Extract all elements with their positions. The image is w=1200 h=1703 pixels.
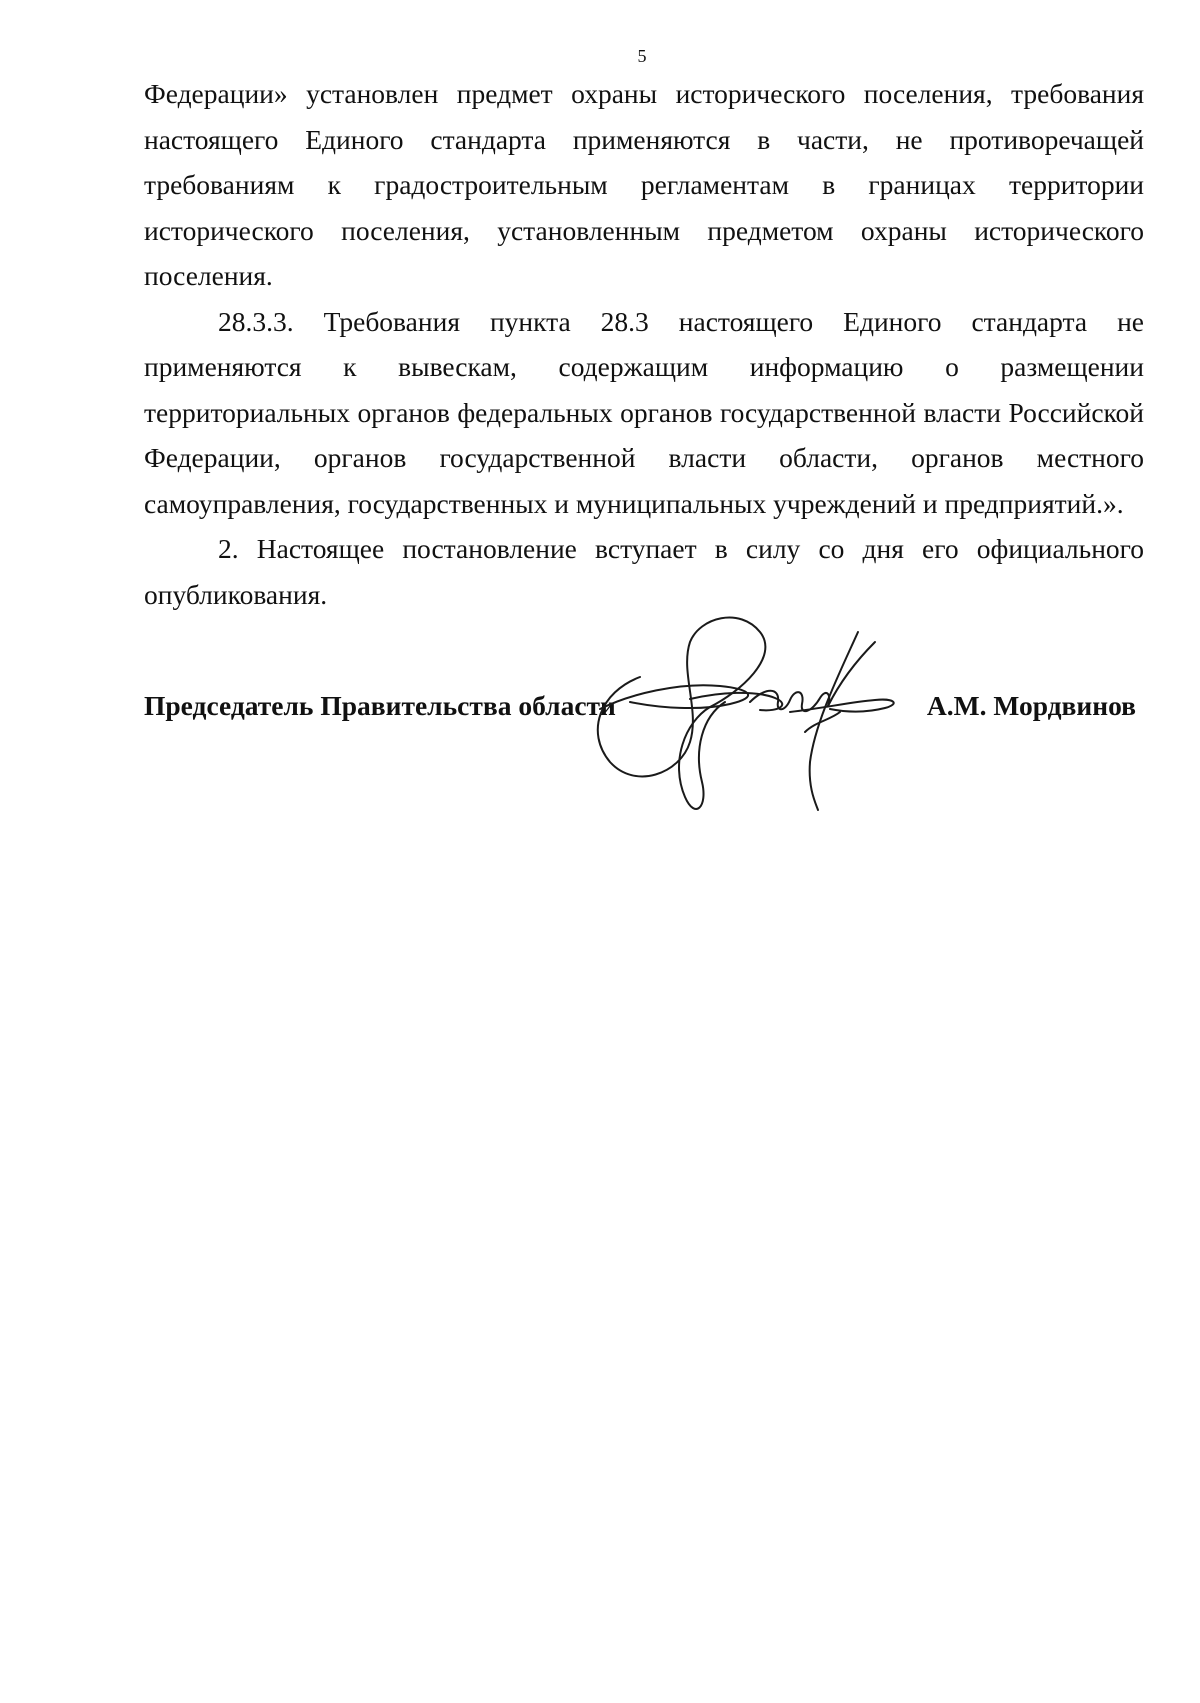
page-number: 5	[637, 46, 647, 66]
paragraph-1: Федерации» установлен предмет охраны исторического поселения, требования настоящего Единого стандарта применяются в части, не противоречащей требованиям к градостроительным регламентам в границах территории исторического поселения, установленным предметом охраны исторического поселения.	[144, 78, 1144, 291]
handwritten-signature	[590, 612, 950, 822]
document-body	[144, 71, 1144, 617]
signatory-position: Председатель Правительства области	[144, 690, 616, 721]
paragraph-3: 2. Настоящее постановление вступает в силу со дня его официального опубликования.	[144, 533, 1144, 610]
paragraph-2: 28.3.3. Требования пункта 28.3 настоящего Единого стандарта не применяются к вывескам, содержащим информацию о размещении территориальных органов федеральных органов государственной власти Российской Федерации, органов государственной власти области, органов местного самоуправления, государственных и муниципальных учреждений и предприятий.».	[144, 305, 1144, 519]
signatory-name: А.М. Мордвинов	[926, 690, 1136, 721]
